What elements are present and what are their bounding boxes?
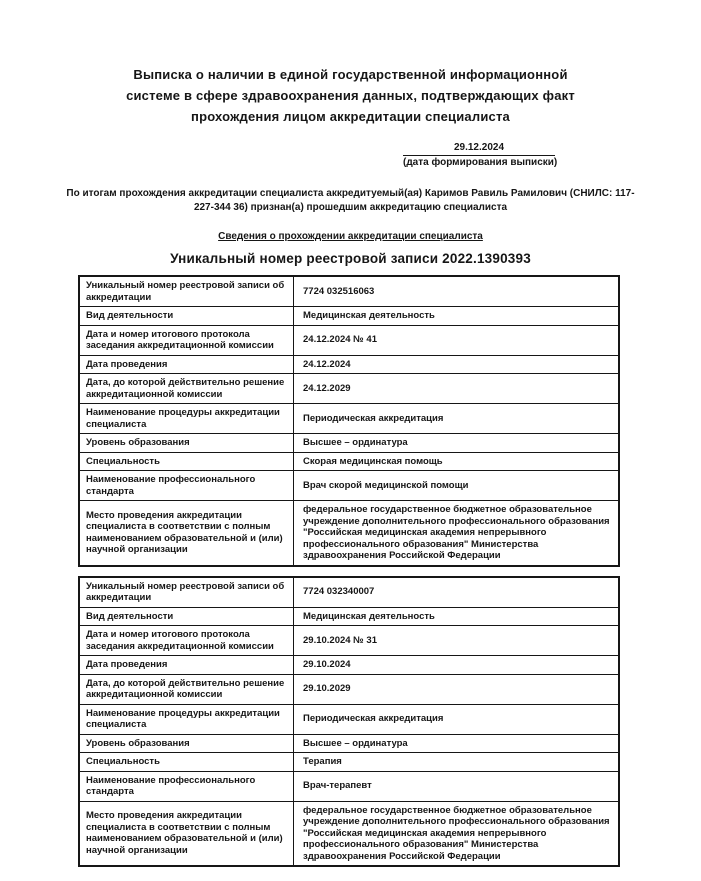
row-value: 29.10.2024: [303, 659, 351, 670]
row-value: Медицинская деятельность: [303, 610, 435, 622]
registry-number-heading: Уникальный номер реестровой записи 2022.1390393: [170, 251, 531, 266]
intro-paragraph: По итогам прохождения аккредитации специалиста аккредитуемый(ая) Каримов Равиль Рамилович (СНИЛС: 117-227-344 36) признан(а) прошедшим аккредитацию специалиста: [66, 188, 635, 213]
row-label: Наименование профессионального стандарта: [80, 772, 294, 801]
section-heading: Сведения о прохождении аккредитации специалиста: [218, 231, 483, 242]
row-value: Врач скорой медицинской помощи: [303, 479, 469, 491]
table-row: [80, 277, 618, 306]
row-label: Уникальный номер реестровой записи об аккредитации: [80, 578, 294, 607]
title-line: прохождения лицом аккредитации специалиста: [191, 109, 510, 124]
row-value: Медицинская деятельность: [303, 310, 435, 321]
title-line: системе в сфере здравоохранения данных, подтверждающих факт: [126, 88, 575, 103]
row-label: Место проведения аккредитации специалиста в соответствии с полным наименованием образовательной и (или) научной организации: [80, 802, 294, 866]
row-value: 7724 032340007: [303, 586, 375, 598]
extract-date: 29.12.2024: [403, 141, 555, 156]
row-value: Высшее – ординатура: [303, 437, 408, 448]
table-row: [80, 625, 618, 655]
row-value: Врач-терапевт: [303, 780, 372, 792]
row-label: Уровень образования: [80, 434, 294, 452]
row-value: 24.12.2024 № 41: [303, 334, 377, 346]
row-label: Специальность: [80, 453, 294, 471]
row-value: Высшее – ординатура: [303, 737, 408, 749]
table-row: [80, 801, 618, 866]
row-label: Место проведения аккредитации специалиста в соответствии с полным наименованием образовательной и (или) научной организации: [80, 501, 294, 565]
row-label: Дата, до которой действительно решение аккредитационной комиссии: [80, 374, 294, 403]
table-row: [80, 325, 618, 355]
row-value: 24.12.2024: [303, 358, 351, 370]
table-row: [80, 433, 618, 452]
table-row: [80, 452, 618, 471]
row-label: Уникальный номер реестровой записи об аккредитации: [80, 277, 294, 306]
row-value: Периодическая аккредитация: [303, 412, 444, 424]
table-row: [80, 578, 618, 607]
table-row: [80, 355, 618, 374]
table-row: [80, 655, 618, 674]
table-row: [80, 306, 618, 325]
row-value: федеральное государственное бюджетное образовательное учреждение дополнительного профессионального образования "Российская медицинская академия непрерывного профессионального образования" Министерства здравоохранения Российской Федерации: [303, 804, 610, 862]
table-row: [80, 470, 618, 500]
table-row: [80, 607, 618, 626]
row-value: Терапия: [303, 756, 342, 767]
table-row: [80, 771, 618, 801]
table-row: [80, 734, 618, 753]
row-value: 29.10.2024 № 31: [303, 634, 377, 646]
table-row: [80, 752, 618, 771]
table-row: [80, 373, 618, 403]
row-value: 24.12.2029: [303, 382, 351, 394]
row-label: Наименование процедуры аккредитации специалиста: [80, 404, 294, 433]
row-label: Дата проведения: [80, 356, 294, 374]
table-row: [80, 674, 618, 704]
row-label: Дата и номер итогового протокола заседания аккредитационной комиссии: [80, 326, 294, 355]
row-label: Наименование профессионального стандарта: [80, 471, 294, 500]
table-row: [80, 403, 618, 433]
row-value: 7724 032516063: [303, 285, 375, 297]
row-value: Скорая медицинская помощь: [303, 455, 443, 467]
row-label: Вид деятельности: [80, 608, 294, 626]
table-row: [80, 500, 618, 565]
row-label: Вид деятельности: [80, 307, 294, 325]
extract-date-caption: (дата формирования выписки): [403, 157, 558, 168]
row-label: Уровень образования: [80, 735, 294, 753]
row-label: Дата и номер итогового протокола заседания аккредитационной комиссии: [80, 626, 294, 655]
row-label: Дата проведения: [80, 656, 294, 674]
row-value: федеральное государственное бюджетное образовательное учреждение дополнительного профессионального образования "Российская медицинская академия непрерывного профессионального образования" Министерства здравоохранения Российской Федерации: [303, 504, 610, 561]
document-title: [0, 0, 701, 127]
extract-date-block: [403, 141, 558, 169]
accreditation-table-1: [78, 275, 620, 567]
row-value: 29.10.2029: [303, 683, 351, 695]
title-line: Выписка о наличии в единой государственной информационной: [133, 67, 568, 82]
row-label: Специальность: [80, 753, 294, 771]
row-label: Дата, до которой действительно решение аккредитационной комиссии: [80, 675, 294, 704]
row-label: Наименование процедуры аккредитации специалиста: [80, 705, 294, 734]
table-row: [80, 704, 618, 734]
row-value: Периодическая аккредитация: [303, 713, 444, 725]
accreditation-table-2: [78, 576, 620, 868]
